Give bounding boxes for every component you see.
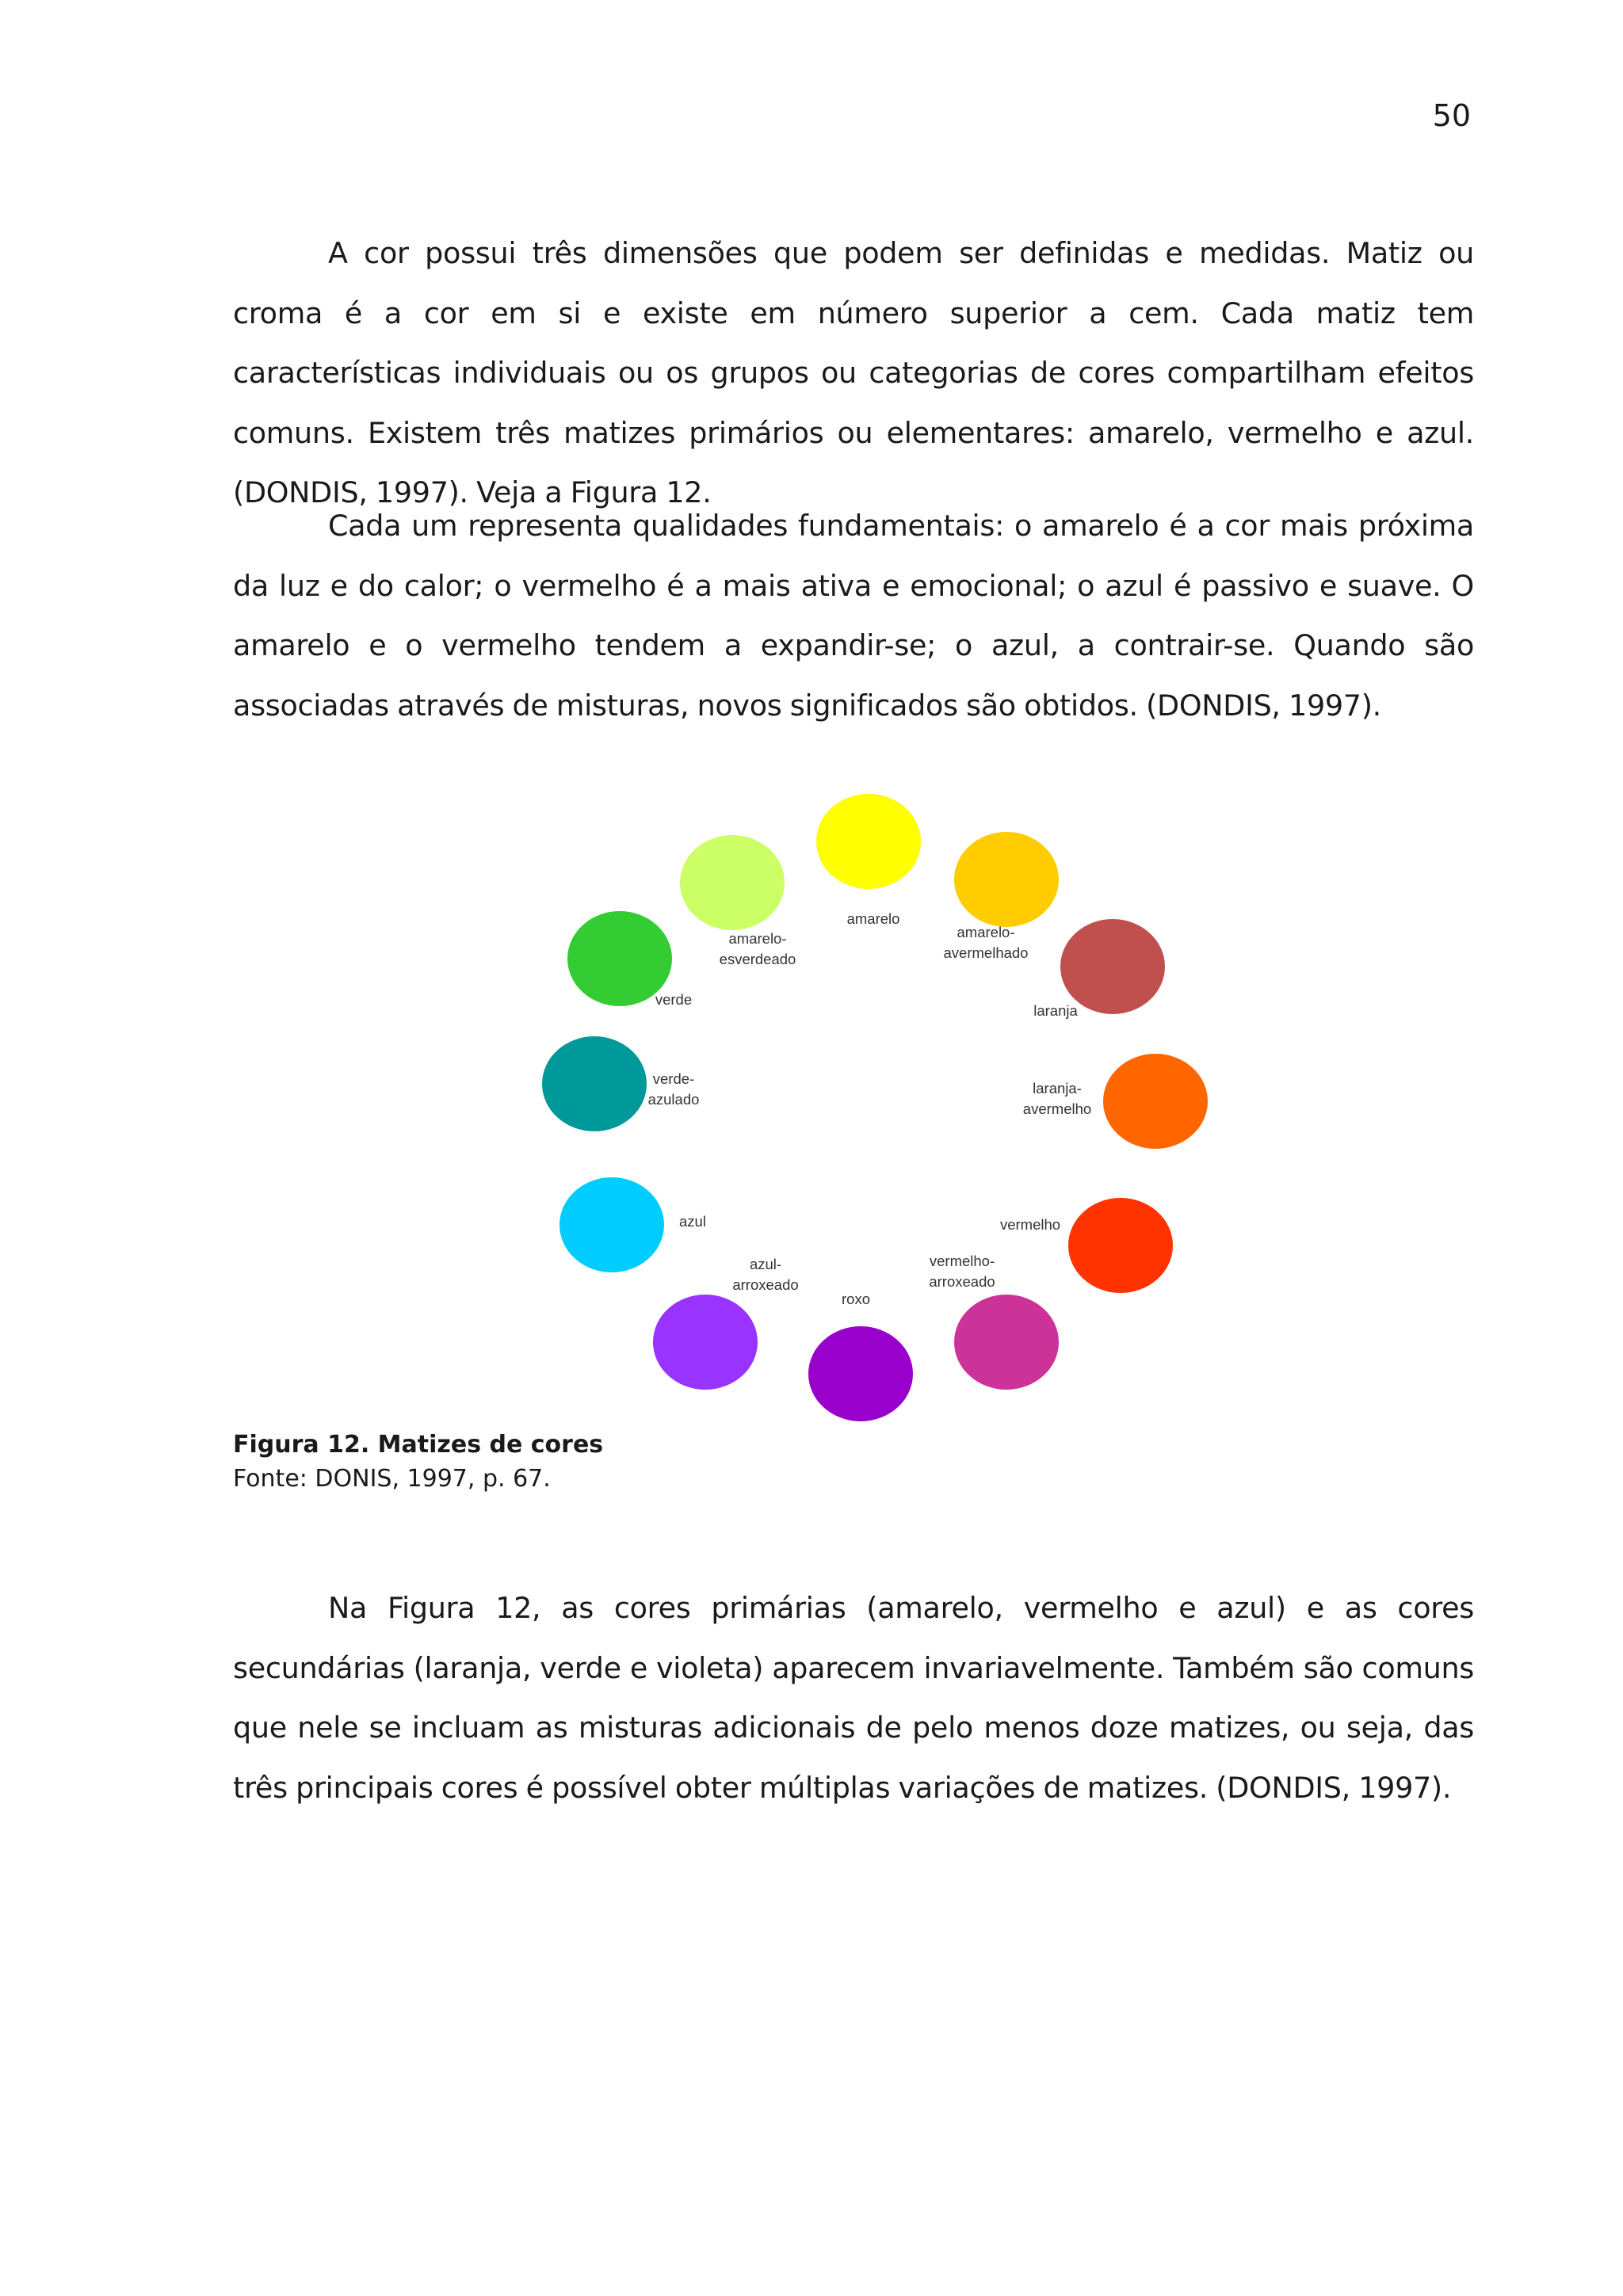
page-number: 50 (1432, 98, 1471, 133)
roxo-label: roxo (842, 1291, 870, 1307)
azul-swatch (559, 1177, 664, 1272)
amarelo-avermelhado-swatch (954, 832, 1059, 927)
vermelho-swatch (1068, 1198, 1173, 1293)
figure-caption (233, 1428, 603, 1496)
amarelo-label: amarelo (846, 910, 900, 927)
verde-label: verde (655, 991, 693, 1008)
laranja-swatch (1060, 919, 1165, 1014)
vermelho-label: vermelho (999, 1216, 1061, 1233)
azul-arroxeado-label: azul-arroxeado (732, 1256, 799, 1293)
amarelo-avermelhado-label: amarelo-avermelhado (943, 924, 1029, 961)
vermelho-arroxeado-label: vermelho-arroxeado (929, 1253, 995, 1290)
roxo-swatch (808, 1326, 913, 1421)
amarelo-esverdeado-label: amarelo-esverdeado (719, 930, 796, 967)
paragraph: Cada um representa qualidades fundamentais: o amarelo é a cor mais próxima da luz e do calor; o vermelho é a mais ativa e emocional; o azul é passivo e suave. O amarelo e o vermelho tendem a expandir-se; o azul, a contrair-se. Quando são associadas através de misturas, novos significados são obtidos. (DONDIS, 1997). (233, 509, 1474, 723)
figure-caption-title: Figura 12. Matizes de cores (233, 1431, 604, 1459)
verde-azulado-label: verde-azulado (647, 1070, 700, 1108)
paragraph: A cor possui três dimensões que podem ser definidas e medidas. Matiz ou croma é a cor em si e existe em número superior a cem. Cada matiz tem características individuais ou os grupos ou categorias de cores compartilham efeitos comuns. Existem três matizes primários ou elementares: amarelo, vermelho e azul. (DONDIS, 1997). Veja a Figura 12. (233, 236, 1474, 509)
paragraph: Na Figura 12, as cores primárias (amarelo, vermelho e azul) e as cores secundárias (laranja, verde e violeta) aparecem invariavelmente. Também são comuns que nele se incluam as misturas adicionais de pelo menos doze matizes, ou seja, das três principais cores é possível obter múltiplas variações de matizes. (DONDIS, 1997). (233, 1591, 1474, 1805)
amarelo-swatch (816, 794, 921, 889)
amarelo-esverdeado-swatch (680, 835, 785, 930)
figure-caption-source: Fonte: DONIS, 1997, p. 67. (233, 1465, 551, 1493)
verde-azulado-swatch (542, 1036, 647, 1131)
laranja-label: laranja (1033, 1002, 1078, 1019)
laranja-avermelho-swatch (1103, 1054, 1208, 1149)
azul-arroxeado-swatch (653, 1295, 758, 1390)
laranja-avermelho-label: laranja-avermelho (1022, 1080, 1092, 1117)
azul-label: azul (679, 1213, 706, 1230)
vermelho-arroxeado-swatch (954, 1295, 1059, 1390)
